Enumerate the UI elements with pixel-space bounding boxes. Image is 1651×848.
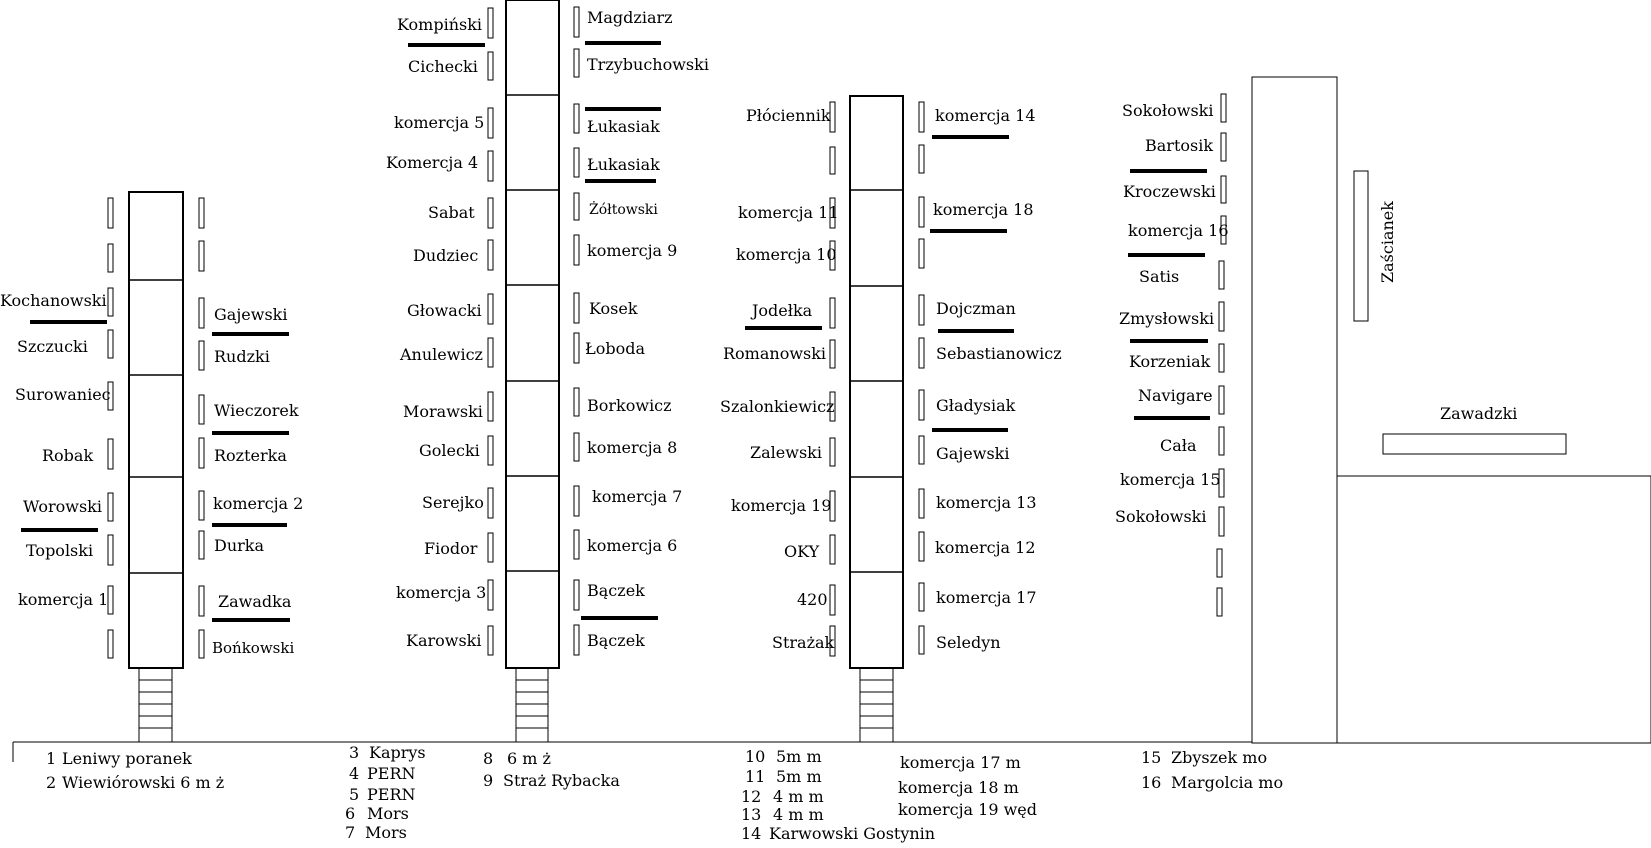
pier-c-body <box>850 96 903 668</box>
berth-label: Kompiński <box>397 15 483 34</box>
berth[interactable] <box>574 486 579 516</box>
pier-c-gangway <box>860 668 893 742</box>
berth-label: Komercja 4 <box>386 153 479 172</box>
berth-label: Romanowski <box>723 344 827 363</box>
legend <box>46 743 1283 843</box>
berth[interactable] <box>199 531 204 559</box>
berth-label: Sokołowski <box>1115 507 1207 526</box>
berth[interactable] <box>919 626 924 654</box>
berth-label: Żółtowski <box>589 202 658 218</box>
berth-label: Cała <box>1160 436 1197 455</box>
berth-label: komercja 1 <box>18 590 109 609</box>
legend-item <box>900 753 1021 772</box>
berth[interactable] <box>108 493 113 521</box>
legend-number: 2 <box>46 773 57 792</box>
legend-text: Mors <box>367 804 409 823</box>
berth[interactable] <box>574 388 579 416</box>
berth[interactable] <box>488 198 493 228</box>
berth[interactable] <box>919 145 924 173</box>
berth-label: komercja 13 <box>936 493 1037 512</box>
berth[interactable] <box>108 439 113 469</box>
berth[interactable] <box>1221 133 1226 161</box>
legend-text: komercja 17 m <box>900 753 1021 772</box>
legend-text: PERN <box>367 764 416 783</box>
berth[interactable] <box>108 244 113 272</box>
berth-label: Sabat <box>428 203 475 222</box>
pier-b-body <box>506 0 559 668</box>
legend-text: 6 m ż <box>507 749 551 768</box>
legend-number: 7 <box>345 823 356 842</box>
berth-label: Łukasiak <box>587 117 660 136</box>
berth[interactable] <box>108 586 113 614</box>
berth-label: Głowacki <box>407 301 482 320</box>
berth[interactable] <box>574 333 579 363</box>
zawadzki-strip <box>1383 434 1566 454</box>
berth-label: Morawski <box>403 402 483 421</box>
quay-building <box>1252 77 1337 743</box>
berth[interactable] <box>574 530 579 559</box>
berth-label: Kosek <box>589 299 638 318</box>
berth[interactable] <box>199 395 204 424</box>
berth[interactable] <box>1221 176 1226 203</box>
legend-item <box>741 805 824 824</box>
berth[interactable] <box>199 241 204 271</box>
berth[interactable] <box>1219 507 1224 536</box>
berth[interactable] <box>919 390 924 420</box>
legend-item <box>1141 748 1267 767</box>
berth-label: Bońkowski <box>212 639 295 657</box>
berth[interactable] <box>488 8 493 38</box>
legend-number: 13 <box>741 805 762 824</box>
berth-label: Korzeniak <box>1129 352 1211 371</box>
berth[interactable] <box>574 49 579 77</box>
pier-a <box>0 192 303 742</box>
berth[interactable] <box>919 583 924 611</box>
berth-label: Wieczorek <box>214 401 299 420</box>
berth-label: Borkowicz <box>587 396 672 415</box>
legend-text: Karwowski Gostynin <box>769 824 936 843</box>
berth[interactable] <box>488 151 493 181</box>
shoreline <box>13 742 1651 762</box>
berth[interactable] <box>574 625 579 655</box>
legend-text: Wiewiórowski 6 m ż <box>62 773 225 792</box>
berth[interactable] <box>830 102 835 132</box>
berth-label: 420 <box>797 590 828 609</box>
berth-label: Jodełka <box>752 301 813 320</box>
berth-label: komercja 17 <box>936 588 1037 607</box>
legend-number: 14 <box>741 824 762 843</box>
legend-text: komercja 18 m <box>898 778 1019 797</box>
berth[interactable] <box>108 535 113 565</box>
legend-number: 3 <box>349 743 360 762</box>
berth-label: komercja 9 <box>587 241 678 260</box>
berth[interactable] <box>830 147 835 174</box>
berth-label: Kroczewski <box>1123 182 1216 201</box>
berth-label: Bączek <box>587 631 645 650</box>
legend-text: 4 m m <box>773 805 824 824</box>
berth-label: Sebastianowicz <box>936 344 1062 363</box>
berth[interactable] <box>1219 261 1224 289</box>
berth[interactable] <box>108 630 113 658</box>
berth[interactable] <box>574 193 579 220</box>
pier-d-berths <box>1217 94 1226 616</box>
berth-label: Durka <box>214 536 265 555</box>
legend-text: Margolcia mo <box>1171 773 1284 792</box>
legend-item <box>349 785 416 804</box>
pier-a-gangway <box>139 668 172 742</box>
berth[interactable] <box>830 298 835 328</box>
berth[interactable] <box>1217 549 1222 577</box>
berth-label: Satis <box>1139 267 1180 286</box>
berth-label: Dudziec <box>413 246 479 265</box>
legend-item <box>1141 773 1283 792</box>
berth-label: Strażak <box>772 633 835 652</box>
berth[interactable] <box>1219 302 1224 331</box>
berth-label: Bączek <box>587 581 645 600</box>
berth-label: komercja 18 <box>933 200 1034 219</box>
berth[interactable] <box>488 392 493 421</box>
legend-number: 5 <box>349 785 360 804</box>
berth[interactable] <box>1221 94 1226 122</box>
legend-text: Leniwy poranek <box>62 749 192 768</box>
berth[interactable] <box>574 433 579 461</box>
legend-text: 5m m <box>776 767 822 786</box>
berth-label: Gładysiak <box>936 396 1016 415</box>
berth[interactable] <box>199 586 204 616</box>
berth[interactable] <box>574 235 579 265</box>
berth-label: Surowaniec <box>15 385 111 404</box>
berth-label: Trzybuchowski <box>587 55 709 74</box>
legend-number: 10 <box>745 747 766 766</box>
berth[interactable] <box>574 580 579 610</box>
legend-number: 15 <box>1141 748 1162 767</box>
berth[interactable] <box>830 585 835 615</box>
berth[interactable] <box>574 104 579 133</box>
berth[interactable] <box>199 491 204 520</box>
berth[interactable] <box>199 198 204 228</box>
berth-label: Zalewski <box>750 443 822 462</box>
berth-label: Gajewski <box>936 444 1010 463</box>
berth[interactable] <box>574 148 579 177</box>
pier-a-body <box>129 192 183 668</box>
legend-number: 1 <box>46 749 57 768</box>
berth-label: Łoboda <box>585 339 645 358</box>
legend-text: Kaprys <box>369 743 426 762</box>
berth[interactable] <box>199 298 204 328</box>
legend-text: Mors <box>365 823 407 842</box>
berth-label: Worowski <box>23 497 102 516</box>
berth[interactable] <box>488 240 493 270</box>
legend-item <box>46 749 192 768</box>
berth-label: Cichecki <box>408 57 478 76</box>
berth[interactable] <box>919 532 924 561</box>
berth[interactable] <box>919 436 924 464</box>
berth[interactable] <box>488 338 493 367</box>
legend-number: 11 <box>745 767 766 786</box>
legend-number: 12 <box>741 787 762 806</box>
berth-label: komercja 8 <box>587 438 678 457</box>
berth[interactable] <box>919 102 924 132</box>
legend-item <box>349 764 416 783</box>
berth-label: Robak <box>42 446 94 465</box>
berth[interactable] <box>199 438 204 468</box>
berth-label: Rozterka <box>214 446 287 465</box>
berth-label: komercja 6 <box>587 536 678 555</box>
berth-label: komercja 7 <box>592 487 683 506</box>
berth-label: komercja 2 <box>213 494 304 513</box>
berth-label: Golecki <box>419 441 480 460</box>
legend-item <box>345 823 407 842</box>
zawadzki-label: Zawadzki <box>1440 404 1518 423</box>
berth[interactable] <box>1217 588 1222 616</box>
berth[interactable] <box>199 341 204 370</box>
legend-item <box>46 773 224 792</box>
berth[interactable] <box>1219 427 1224 455</box>
berth-label: komercja 10 <box>736 245 837 264</box>
berth[interactable] <box>574 293 579 323</box>
berth-label: komercja 14 <box>935 106 1036 125</box>
berth-label: Zmysłowski <box>1119 309 1215 328</box>
berth[interactable] <box>199 630 204 658</box>
berth-label: komercja 15 <box>1120 470 1221 489</box>
legend-text: Straż Rybacka <box>503 771 620 790</box>
berth[interactable] <box>108 198 113 228</box>
berth[interactable] <box>919 338 924 368</box>
berth[interactable] <box>830 340 835 368</box>
berth-label: komercja 12 <box>935 538 1036 557</box>
berth-label: Gajewski <box>214 305 288 324</box>
berth-label: komercja 19 <box>731 496 832 515</box>
berth[interactable] <box>1219 386 1224 414</box>
legend-text: Zbyszek mo <box>1171 748 1268 767</box>
berth-label: OKY <box>784 542 820 561</box>
legend-item <box>483 749 551 768</box>
berth[interactable] <box>919 295 924 325</box>
legend-item <box>745 767 822 786</box>
legend-item <box>741 824 935 843</box>
berth[interactable] <box>488 533 493 562</box>
legend-text: 4 m m <box>773 787 824 806</box>
legend-item <box>349 743 426 762</box>
berth[interactable] <box>919 239 924 268</box>
berth-label: Szalonkiewicz <box>720 397 835 416</box>
berth[interactable] <box>108 288 113 316</box>
legend-text: PERN <box>367 785 416 804</box>
legend-item <box>898 800 1037 819</box>
berth-label: komercja 16 <box>1128 221 1229 240</box>
berth[interactable] <box>488 580 493 610</box>
pier-c <box>720 96 1062 742</box>
berth-label: Anulewicz <box>400 345 483 364</box>
zascianek-strip <box>1354 171 1368 321</box>
berth-label: komercja 11 <box>738 203 839 222</box>
berth-label: Dojczman <box>936 299 1016 318</box>
berth-label: komercja 3 <box>396 583 487 602</box>
berth-label: Zawadka <box>218 592 292 611</box>
berth[interactable] <box>488 436 493 465</box>
berth-label: Karowski <box>406 631 482 650</box>
berth[interactable] <box>488 626 493 655</box>
zascianek-label: Zaścianek <box>1378 201 1397 283</box>
berth-label: Rudzki <box>214 347 270 366</box>
berth-label: Szczucki <box>17 337 88 356</box>
berth-label: Serejko <box>422 493 484 512</box>
legend-number: 8 <box>483 749 494 768</box>
berth-label: Seledyn <box>936 633 1001 652</box>
berth-label: Magdziarz <box>587 8 673 27</box>
berth[interactable] <box>488 488 493 518</box>
legend-text: komercja 19 węd <box>898 800 1038 819</box>
legend-item <box>345 804 409 823</box>
berth[interactable] <box>830 438 835 466</box>
berth-label: Fiodor <box>424 539 478 558</box>
berth-label: Navigare <box>1138 386 1213 405</box>
land-plot <box>1337 476 1651 743</box>
legend-item <box>898 778 1019 797</box>
legend-number: 4 <box>349 764 360 783</box>
pier-b-gangway <box>516 668 548 742</box>
legend-item <box>745 747 822 766</box>
berth[interactable] <box>919 197 924 227</box>
berth[interactable] <box>488 294 493 324</box>
legend-item <box>741 787 824 806</box>
legend-number: 6 <box>345 804 356 823</box>
legend-number: 16 <box>1141 773 1162 792</box>
berth[interactable] <box>574 7 579 37</box>
berth-label: Kochanowski <box>0 291 107 310</box>
berth-label: komercja 5 <box>394 113 485 132</box>
berth[interactable] <box>488 52 493 80</box>
berth[interactable] <box>1219 344 1224 372</box>
legend-item <box>483 771 620 790</box>
berth-label: Topolski <box>26 541 94 560</box>
pier-d <box>1115 77 1651 743</box>
berth[interactable] <box>919 489 924 518</box>
pier-b <box>386 0 709 742</box>
berth[interactable] <box>108 330 113 358</box>
legend-number: 9 <box>483 771 494 790</box>
berth-label: Płóciennik <box>746 106 831 125</box>
berth-label: Bartosik <box>1145 136 1214 155</box>
pier-d-underlines <box>1128 171 1210 418</box>
berth[interactable] <box>488 108 493 138</box>
berth-label: Łukasiak <box>587 155 660 174</box>
legend-text: 5m m <box>776 747 822 766</box>
berth[interactable] <box>830 535 835 564</box>
berth-label: Sokołowski <box>1122 101 1214 120</box>
